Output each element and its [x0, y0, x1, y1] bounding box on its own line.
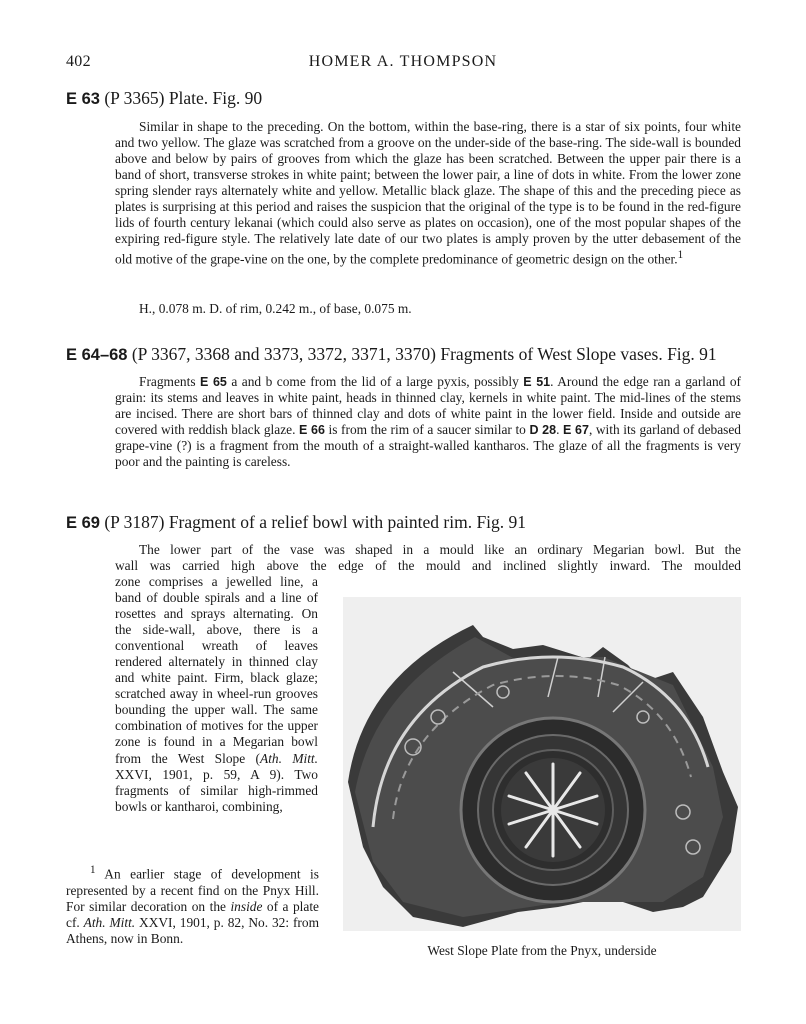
- text-run: .: [556, 422, 563, 438]
- footnote: [66, 862, 319, 947]
- text-run: a and b come from the lid of a large pyxis, possibly: [226, 374, 524, 389]
- entry-title: (P 3365) Plate. Fig. 90: [104, 88, 263, 108]
- plate-photograph: [343, 597, 741, 931]
- entry-title: (P 3187) Fragment of a relief bowl with painted rim. Fig. 91: [104, 512, 527, 532]
- catalogue-number: E 64–68: [66, 346, 128, 364]
- text-run: XXVI, 1901, p. 59, A 9). Two fragments of similar high-rimmed bowls or kantharoi, combining,: [115, 766, 318, 814]
- text-run: An earlier stage of development is represented by a recent find on the Pnyx Hill. For similar decoration on the: [66, 866, 319, 914]
- catalogue-ref: D 28: [529, 423, 557, 438]
- text-run: , with its garland of debased grape-vine (?) is a fragment from the mouth of a straight-walled kantharos. The glaze of all the fragments is very poor and the painting is careless.: [115, 422, 742, 470]
- entry-e69-heading: [66, 512, 526, 533]
- figure-caption: West Slope Plate from the Pnyx, underside: [427, 943, 657, 958]
- catalogue-ref: E 66: [299, 423, 325, 438]
- catalogue-ref: E 65: [200, 375, 227, 389]
- catalogue-number: E 63: [66, 90, 100, 108]
- footnote-marker: 1: [90, 864, 96, 876]
- emphasis: inside: [230, 898, 263, 914]
- text-run: Fragments: [139, 374, 201, 389]
- text-run: XXVI, 1901, p. 82, No. 32: from Athens, now in Bonn.: [66, 915, 319, 947]
- entry-e63-heading: [66, 88, 262, 109]
- footnote-ref: 1: [677, 249, 684, 262]
- catalogue-ref: E 51: [523, 375, 551, 389]
- text-line: wall was carried high above the edge of the mould and inclined slightly inward. The moulded: [115, 558, 741, 574]
- journal-ref: Ath. Mitt.: [260, 750, 318, 766]
- entry-e63-body: [115, 119, 741, 268]
- text-run: zone comprises a jewelled line, a band of double spirals and a line of rosettes and sprays alternating. On the side-wall, above, there is a conventional wreath of leaves rendered alternately in thinned clay and white paint. Firm, black glaze; scratched away in wheel-run grooves bounding the upper wall. The same combination of motives for the upper zone is found in a Megarian bowl from the West Slope (: [115, 574, 318, 766]
- text-run: . Around the edge ran a garland of grain: its stems and leaves in white paint, heads in thinned clay, kernels in white paint. The mid-lines of the stems are incised. There are short bars of thinned clay and dots of white paint in the lower field. Inside and outside are covered with reddish black glaze.: [115, 374, 741, 438]
- entry-e64-heading: [66, 344, 717, 365]
- catalogue-ref: E 67: [563, 423, 589, 438]
- entry-e69-intro: [115, 542, 741, 574]
- page-number: 402: [66, 53, 91, 70]
- running-head: [66, 53, 740, 73]
- paragraph-text: Similar in shape to the preceding. On the bottom, within the base-ring, there is a star of six points, four white and two yellow. The glaze was scratched from a groove on the under-side of the base-ring. The side-wall is bounded above and below by pairs of grooves from which the glaze has been scratched. Between the upper pair there is a band of short, transverse strokes in white paint; between the lower pair, a line of dots in white. From the lower zone spring slender rays alternately white and yellow. Metallic black glaze. The shape of this and the preceding piece as plates is surprising at this period and raises the suspicion that the original of the type is to be found in the red-figure lids of fourth century lekanai (which could also serve as plates on occasion), one of the most popular shapes of the expiring red-figure style. The relatively late date of our two plates is amply proven by the utter debasement of the old motive of the grape-vine on the one, by the complete predominance of geometric design on the other.: [115, 119, 741, 267]
- catalogue-number: E 69: [66, 514, 100, 532]
- text-line: The lower part of the vase was shaped in a mould like an ordinary Megarian bowl. But the: [139, 542, 741, 557]
- entry-e69-wrapped-text: [115, 574, 318, 815]
- entry-e63-dimensions: H., 0.078 m. D. of rim, 0.242 m., of base, 0.075 m.: [139, 301, 412, 316]
- entry-e64-body: [115, 374, 741, 470]
- text-run: is from the rim of a saucer similar to: [324, 422, 530, 438]
- text-run: of a plate cf.: [66, 898, 319, 931]
- entry-title: (P 3367, 3368 and 3373, 3372, 3371, 3370) Fragments of West Slope vases. Fig. 91: [131, 344, 717, 364]
- running-title: HOMER A. THOMPSON: [308, 53, 498, 70]
- journal-ref: Ath. Mitt.: [83, 915, 136, 931]
